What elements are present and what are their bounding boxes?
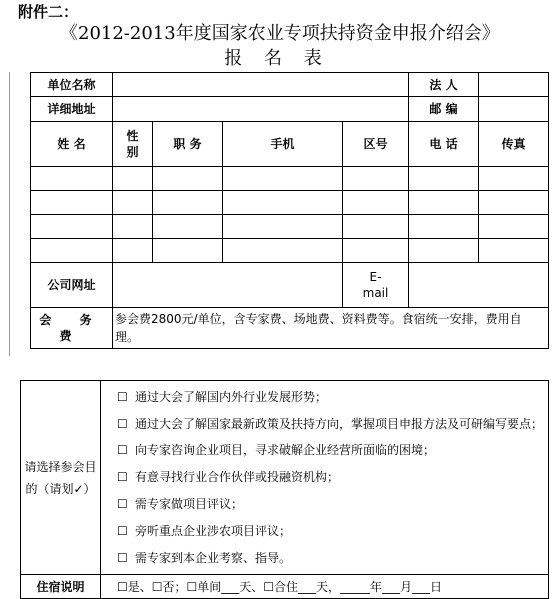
fax-cell[interactable] bbox=[479, 191, 549, 215]
areacode-cell[interactable] bbox=[343, 191, 409, 215]
purpose-table bbox=[20, 380, 549, 599]
form-subtitle: 报 名 表 bbox=[224, 48, 330, 69]
purpose-option[interactable] bbox=[101, 464, 548, 491]
website-field[interactable] bbox=[113, 263, 343, 308]
postcode-field[interactable] bbox=[479, 97, 549, 122]
checkbox-icon[interactable]: ☐ bbox=[117, 523, 128, 538]
mobile-cell[interactable] bbox=[223, 191, 343, 215]
website-label: 公司网址 bbox=[31, 263, 113, 308]
purpose-option[interactable] bbox=[101, 384, 548, 411]
position-cell[interactable] bbox=[153, 215, 223, 239]
option-text: 需专家到本企业考察、指导。 bbox=[135, 550, 292, 565]
purpose-option[interactable] bbox=[101, 437, 548, 464]
company-name-field[interactable] bbox=[113, 73, 409, 97]
purpose-label: 请选择参会目的（请划✓） bbox=[21, 381, 101, 575]
fee-label: 会 务 费 bbox=[31, 308, 113, 349]
fee-description: 参会费2800元/单位，含专家费、场地费、资料费等。食宿统一安排，费用自理。 bbox=[113, 308, 549, 349]
areacode-cell[interactable] bbox=[343, 239, 409, 263]
checkbox-icon[interactable]: ☐ bbox=[117, 550, 128, 565]
fax-cell[interactable] bbox=[479, 239, 549, 263]
purpose-option[interactable] bbox=[101, 411, 548, 437]
postcode-label: 邮 编 bbox=[409, 97, 479, 122]
phone-cell[interactable] bbox=[409, 167, 479, 191]
purpose-option[interactable] bbox=[101, 545, 548, 572]
mobile-cell[interactable] bbox=[223, 215, 343, 239]
option-text: 有意寻找行业合作伙伴或投融资机构； bbox=[135, 469, 340, 484]
name-cell[interactable] bbox=[31, 239, 113, 263]
option-text: 通过大会了解国家最新政策及扶持方向，掌握项目申报方法及可研编写要点； bbox=[135, 416, 544, 431]
name-cell[interactable] bbox=[31, 167, 113, 191]
email-field[interactable] bbox=[409, 263, 549, 308]
option-text: 向专家咨询企业项目，寻求破解企业经营所面临的困境； bbox=[135, 442, 436, 457]
gender-cell[interactable] bbox=[113, 239, 153, 263]
gender-cell[interactable] bbox=[113, 215, 153, 239]
purpose-option[interactable] bbox=[101, 518, 548, 545]
mobile-cell[interactable] bbox=[223, 167, 343, 191]
areacode-cell[interactable] bbox=[343, 215, 409, 239]
col-mobile-header: 手机 bbox=[223, 122, 343, 167]
lodging-options[interactable]: ☐是、☐否；☐单间___天、☐合住___天，_____年___月___日 bbox=[101, 575, 549, 599]
checkbox-icon[interactable]: ☐ bbox=[117, 496, 128, 511]
registration-table bbox=[30, 72, 549, 349]
legal-person-field[interactable] bbox=[479, 73, 549, 97]
gender-cell[interactable] bbox=[113, 191, 153, 215]
option-text: 通过大会了解国内外行业发展形势； bbox=[135, 389, 328, 404]
position-cell[interactable] bbox=[153, 239, 223, 263]
position-cell[interactable] bbox=[153, 191, 223, 215]
col-phone-header: 电 话 bbox=[409, 122, 479, 167]
checkbox-icon[interactable]: ☐ bbox=[117, 469, 128, 484]
name-cell[interactable] bbox=[31, 215, 113, 239]
legal-person-label: 法 人 bbox=[409, 73, 479, 97]
attachment-label: 附件二： bbox=[18, 3, 79, 21]
fax-cell[interactable] bbox=[479, 215, 549, 239]
col-position-header: 职 务 bbox=[153, 122, 223, 167]
phone-cell[interactable] bbox=[409, 215, 479, 239]
gender-cell[interactable] bbox=[113, 167, 153, 191]
phone-cell[interactable] bbox=[409, 191, 479, 215]
areacode-cell[interactable] bbox=[343, 167, 409, 191]
col-areacode-header: 区号 bbox=[343, 122, 409, 167]
table-row bbox=[31, 191, 549, 215]
position-cell[interactable] bbox=[153, 167, 223, 191]
email-label: E- mail bbox=[343, 263, 409, 308]
checkbox-icon[interactable]: ☐ bbox=[117, 442, 128, 457]
left-margin-line bbox=[9, 72, 10, 356]
form-title: 《2012-2013年度国家农业专项扶持资金申报介绍会》 bbox=[60, 23, 500, 44]
table-row bbox=[31, 167, 549, 191]
table-row bbox=[31, 215, 549, 239]
address-label: 详细地址 bbox=[31, 97, 113, 122]
fax-cell[interactable] bbox=[479, 167, 549, 191]
phone-cell[interactable] bbox=[409, 239, 479, 263]
lodging-label: 住宿说明 bbox=[21, 575, 101, 599]
col-name-header: 姓 名 bbox=[31, 122, 113, 167]
col-fax-header: 传真 bbox=[479, 122, 549, 167]
option-text: 旁听重点企业涉农项目评议； bbox=[135, 523, 292, 538]
table-row bbox=[31, 239, 549, 263]
company-name-label: 单位名称 bbox=[31, 73, 113, 97]
col-gender-header: 性 别 bbox=[113, 122, 153, 167]
option-text: 需专家做项目评议； bbox=[135, 496, 244, 511]
checkbox-icon[interactable]: ☐ bbox=[117, 416, 128, 431]
name-cell[interactable] bbox=[31, 191, 113, 215]
checkbox-icon[interactable]: ☐ bbox=[117, 389, 128, 404]
mobile-cell[interactable] bbox=[223, 239, 343, 263]
purpose-option[interactable] bbox=[101, 491, 548, 518]
address-field[interactable] bbox=[113, 97, 409, 122]
